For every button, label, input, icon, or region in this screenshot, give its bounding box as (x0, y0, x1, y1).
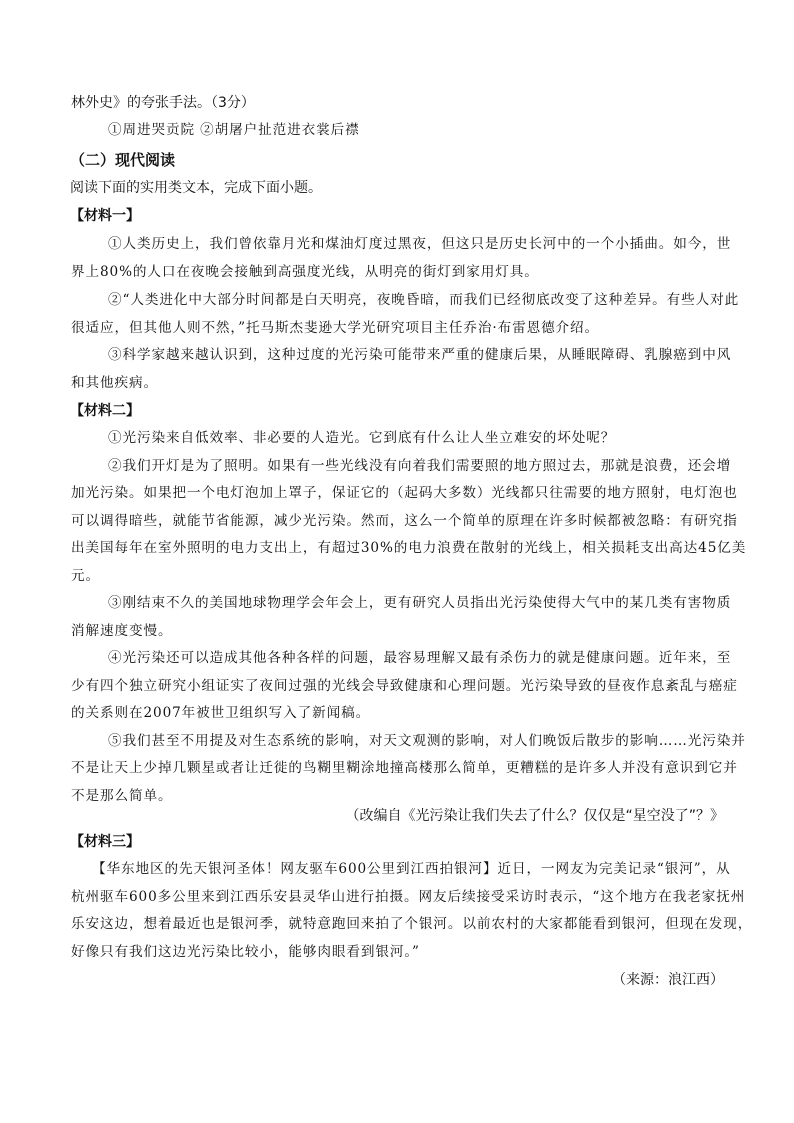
material-one-heading: 【材料一】 (70, 208, 140, 224)
paragraph-line: ④光污染还可以造成其他各种各样的问题，最容易理解又最有杀伤力的就是健康问题。近年来，至 (108, 650, 732, 666)
paragraph-line: 的关系则在2007年被世卫组织写入了新闻稿。 (71, 705, 371, 721)
source-note-material-two: （改编自《光污染让我们失去了什么？仅仅是“星空没了”？》 (345, 808, 724, 824)
paragraph-line: 乐安这边，想着最近也是银河季，就特意跑回来拍了个银河。以前农村的大家都能看到银河，但现在发现， (71, 916, 753, 932)
question-tail-line: 林外史》的夸张手法。（3分） (71, 95, 255, 111)
paragraph-line: ③科学家越来越认识到，这种过度的光污染可能带来严重的健康后果，从睡眠障碍、乳腺癌到中风 (108, 347, 732, 363)
paragraph-line: 可以调得暗些，就能节省能源，减少光污染。然而，这么一个简单的原理在许多时候都被忽略：有研究指 (71, 513, 738, 529)
paragraph-line: 不是让天上少掉几颗星或者让迁徙的鸟糊里糊涂地撞高楼那么简单，更糟糕的是许多人并没有意识到它并 (71, 760, 738, 776)
instruction-line: 阅读下面的实用类文本，完成下面小题。 (70, 180, 322, 196)
paragraph-line: 杭州驱车600多公里来到江西乐安县灵华山进行拍摄。网友后续接受采访时表示，“这个地方在我老家抚州 (71, 889, 746, 905)
paragraph-line: 界上80%的人口在夜晚会接触到高强度光线，从明亮的街灯到家用灯具。 (71, 264, 539, 280)
paragraph-line: 少有四个独立研究小组证实了夜间过强的光线会导致健康和心理问题。光污染导致的昼夜作息紊乱与癌症 (71, 678, 738, 694)
paragraph-line: 元。 (71, 568, 100, 584)
source-note-material-three: （来源：浪江西） (612, 972, 724, 988)
paragraph-line: 很适应，但其他人则不然，”托马斯杰斐逊大学光研究项目主任乔治·布雷恩德介绍。 (71, 320, 600, 336)
paragraph-line: ①光污染来自低效率、非必要的人造光。它到底有什么让人坐立难安的坏处呢？ (108, 430, 616, 446)
paragraph-line: 出美国每年在室外照明的电力支出上，有超过30%的电力浪费在散射的光线上，相关损耗支出高达45亿美 (71, 540, 747, 556)
paragraph-line: 消解速度变慢。 (71, 623, 173, 639)
paragraph-line: 和其他疾病。 (71, 375, 158, 391)
answer-options-line: ①周进哭贡院 ②胡屠户扯范进衣裳后襟 (108, 122, 360, 138)
paragraph-line: 好像只有我们这边光污染比较小，能够肉眼看到银河。” (71, 944, 420, 960)
paragraph-line: ②“人类进化中大部分时间都是白天明亮，夜晚昏暗，而我们已经彻底改变了这种差异。有些人对此 (108, 292, 740, 308)
paragraph-line: ②我们开灯是为了照明。如果有一些光线没有向着我们需要照的地方照过去，那就是浪费，还会增 (108, 458, 732, 474)
paragraph-line: 加光污染。如果把一个电灯泡加上罩子，保证它的（起码大多数）光线都只往需要的地方照射，电灯泡也 (71, 485, 738, 501)
paragraph-line: ③刚结束不久的美国地球物理学会年会上，更有研究人员指出光污染使得大气中的某几类有害物质 (108, 595, 732, 611)
paragraph-line: ①人类历史上，我们曾依靠月光和煤油灯度过黑夜，但这只是历史长河中的一个小插曲。如今，世 (108, 236, 732, 252)
paragraph-line: 不是那么简单。 (71, 788, 173, 804)
paragraph-line: ⑤我们甚至不用提及对生态系统的影响，对天文观测的影响，对人们晚饭后散步的影响……光污染并 (108, 733, 746, 749)
material-two-heading: 【材料二】 (70, 403, 140, 419)
paragraph-line: 【华东地区的先天银河圣体！网友驱车600公里到江西拍银河】近日，一网友为完美记录“银河”，从 (92, 861, 731, 877)
material-three-heading: 【材料三】 (70, 834, 140, 850)
section-heading-modern-reading: （二）现代阅读 (70, 151, 176, 169)
